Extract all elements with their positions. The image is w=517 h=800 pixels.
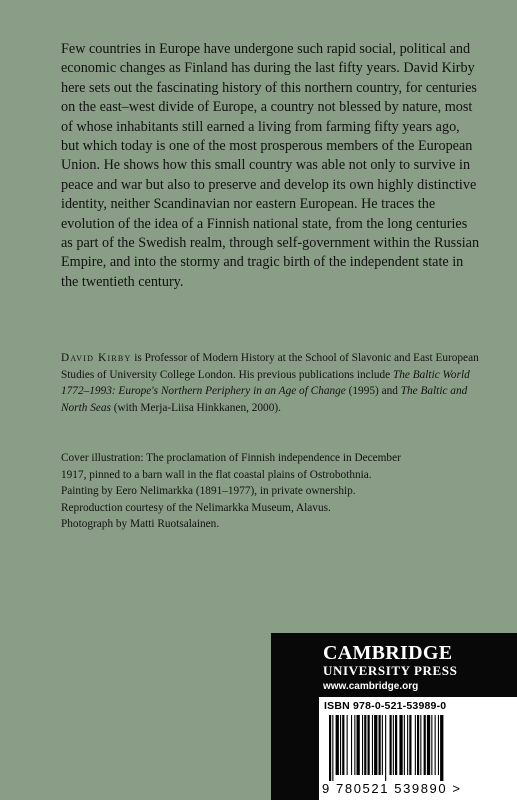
barcode-bar: [409, 715, 411, 775]
barcode-bar: [438, 715, 439, 775]
publisher-name: CAMBRIDGE: [323, 642, 453, 664]
barcode-graphic: [329, 715, 509, 781]
barcode-bar: [340, 715, 341, 775]
barcode-bar: [431, 715, 432, 775]
barcode-digits: 9 780521 539890 >: [322, 781, 462, 796]
barcode-bar: [404, 715, 405, 775]
cover-credit-line: Photograph by Matti Ruotsalainen.: [61, 518, 220, 531]
isbn-label: ISBN 978-0-521-53989-0: [324, 700, 447, 712]
barcode-bar: [440, 715, 443, 781]
barcode-bar: [382, 715, 383, 775]
publisher-block: [271, 633, 517, 800]
author-book-1: The Baltic World 1772–1993: Europe's Northern Periphery in an Age of Change: [61, 368, 470, 398]
cover-illustration-credit: [61, 450, 481, 533]
barcode-bar: [393, 715, 394, 775]
barcode-bar: [390, 715, 392, 775]
barcode-bar: [357, 715, 360, 775]
barcode-bar: [379, 715, 381, 775]
barcode-bar: [362, 715, 363, 775]
barcode-box: [319, 697, 517, 800]
barcode-bar: [415, 715, 416, 775]
cover-credit-line: Cover illustration: The proclamation of Finnish independence in December: [61, 452, 401, 464]
barcode-bar: [332, 715, 333, 781]
barcode-bar: [329, 715, 331, 781]
barcode-bar: [417, 715, 419, 775]
cover-credit-line: Painting by Eero Nelimarkka (1891–1977), in private ownership.: [61, 485, 356, 498]
barcode-bar: [424, 715, 426, 775]
barcode-bar: [364, 715, 366, 775]
author-book-2: The Baltic and North Seas: [61, 385, 468, 414]
barcode-bar: [385, 715, 386, 781]
author-bio: [61, 350, 481, 416]
barcode-bar: [420, 715, 421, 775]
publisher-website: www.cambridge.org: [323, 681, 419, 692]
barcode-bar: [368, 715, 370, 775]
barcode-bar: [407, 715, 408, 775]
barcode-bar: [435, 715, 436, 775]
barcode-bar: [336, 715, 339, 775]
blurb-text: Few countries in Europe have undergone such rapid social, political and economic changes as Finland has during the last fifty years. David Kirby here sets out the fascinating history of this northern country, for centuries on the east–west divide of Europe, a country not blessed by nature, most of whose inhabitants still earned a living from farming fifty years ago, but which today is one of the most prosperous members of the European Union. He shows how this small country was able not only to survive in peace and war but also to preserve and develop its own highly distinctive identity, neither Scandinavian nor eastern European. He traces the evolution of the idea of a Finnish national state, from the long centuries as part of the Swedish realm, through self-government within the Russian Empire, and into the stormy and tragic birth of the independent state in the twentieth century.: [61, 41, 480, 290]
barcode-bar: [374, 715, 377, 775]
barcode-bar: [347, 715, 348, 775]
author-bio-part1: is Professor of Modern History at the School of Slavonic and East European Studies of University College London. His previous publications include: [61, 352, 479, 381]
author-bio-part2: (1995) and: [345, 385, 401, 398]
barcode-bar: [399, 715, 402, 775]
author-bio-part3: (with Merja-Liisa Hinkkanen, 2000).: [110, 401, 281, 414]
barcode-bar: [372, 715, 373, 775]
author-name: David Kirby: [61, 352, 132, 364]
barcode-bar: [342, 715, 344, 775]
barcode-bar: [427, 715, 430, 775]
barcode-bar: [395, 715, 397, 775]
barcode-bar: [351, 715, 352, 775]
cover-credit-line: Reproduction courtesy of the Nelimarkka Museum, Alavus.: [61, 501, 331, 514]
barcode-bar: [354, 715, 355, 775]
publisher-subname: UNIVERSITY PRESS: [323, 663, 458, 678]
cover-credit-line: 1917, pinned to a barn wall in the flat coastal plains of Ostrobothnia.: [61, 468, 372, 481]
